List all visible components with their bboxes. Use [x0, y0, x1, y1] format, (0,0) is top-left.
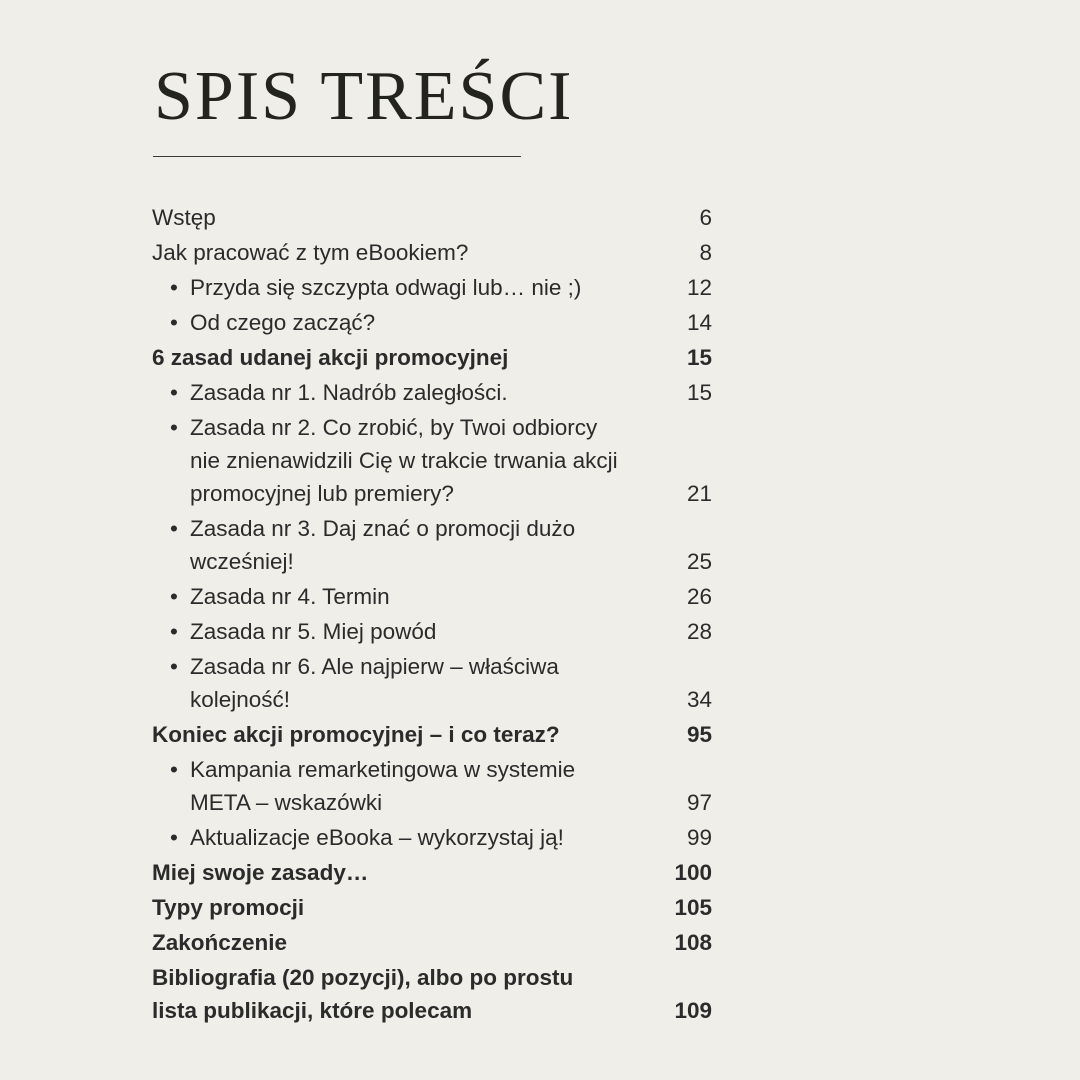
toc-entry[interactable] [152, 271, 712, 304]
toc-entry-label [152, 753, 630, 819]
toc-entry-label [152, 856, 368, 889]
page-title: SPIS TREŚCI [154, 58, 574, 135]
toc-entry-page-number: 12 [686, 275, 712, 300]
toc-entry-page-number: 8 [699, 240, 712, 265]
toc-entry[interactable] [152, 306, 712, 339]
toc-entry-label [152, 341, 508, 374]
toc-entry-label [152, 376, 508, 409]
toc-entry-text: Kampania remarketingowa w systemie META – wskazówki [190, 757, 576, 815]
toc-entry[interactable] [152, 891, 712, 924]
bullet-icon: • [170, 825, 178, 850]
toc-entry[interactable] [152, 926, 712, 959]
toc-entry-label [152, 411, 630, 510]
toc-entry-text: Zasada nr 3. Daj znać o promocji dużo wcześniej! [190, 516, 576, 574]
toc-entry-page-number: 95 [686, 722, 712, 747]
toc-entry-label [152, 821, 564, 854]
toc-entry-text: Aktualizacje eBooka – wykorzystaj ją! [190, 825, 564, 850]
toc-entry-page-number: 6 [699, 205, 712, 230]
toc-entry[interactable] [152, 821, 712, 854]
toc-entry[interactable] [152, 856, 712, 889]
toc-entry-label [152, 926, 287, 959]
toc-entry[interactable] [152, 376, 712, 409]
toc-entry-label [152, 201, 216, 234]
toc-entry-page-number: 21 [686, 481, 712, 506]
toc-list [152, 201, 712, 1027]
toc-entry-label [152, 718, 560, 751]
bullet-icon: • [170, 516, 178, 541]
toc-entry-page-number: 99 [686, 825, 712, 850]
toc-entry[interactable] [152, 650, 712, 716]
toc-entry-page-number: 108 [674, 930, 712, 955]
toc-entry-text: Wstęp [152, 205, 216, 230]
toc-entry-label [152, 580, 390, 613]
toc-entry[interactable] [152, 201, 712, 234]
toc-entry-text: Zasada nr 5. Miej powód [190, 619, 437, 644]
toc-entry-text: 6 zasad udanej akcji promocyjnej [152, 345, 509, 370]
toc-entry-text: Zasada nr 4. Termin [190, 584, 390, 609]
toc-entry-label [152, 650, 630, 716]
title-divider [153, 156, 521, 157]
toc-entry-label [152, 891, 304, 924]
toc-entry-text: Miej swoje zasady… [152, 860, 369, 885]
toc-entry-label [152, 512, 630, 578]
toc-entry-text: Typy promocji [152, 895, 305, 920]
toc-entry-page-number: 105 [674, 895, 712, 920]
toc-entry-label [152, 306, 375, 339]
toc-entry[interactable] [152, 580, 712, 613]
toc-entry[interactable] [152, 236, 712, 269]
toc-entry-text: Od czego zacząć? [190, 310, 376, 335]
toc-entry-text: Zakończenie [152, 930, 288, 955]
toc-entry-label [152, 615, 436, 648]
toc-entry-text: Koniec akcji promocyjnej – i co teraz? [152, 722, 560, 747]
toc-entry-text: Bibliografia (20 pozycji), albo po prostu lista publikacji, które polecam [152, 965, 574, 1023]
toc-entry-page-number: 14 [686, 310, 712, 335]
toc-entry-page-number: 28 [686, 619, 712, 644]
toc-entry-text: Zasada nr 6. Ale najpierw – właściwa kolejność! [190, 654, 559, 712]
bullet-icon: • [170, 380, 178, 405]
toc-entry[interactable] [152, 512, 712, 578]
toc-entry-text: Przyda się szczypta odwagi lub… nie ;) [190, 275, 582, 300]
bullet-icon: • [170, 275, 178, 300]
toc-entry-page-number: 34 [686, 687, 712, 712]
toc-entry-text: Zasada nr 2. Co zrobić, by Twoi odbiorcy nie znienawidzili Cię w trakcie trwania akcji promocyjnej lub premiery? [190, 415, 618, 506]
bullet-icon: • [170, 619, 178, 644]
toc-entry[interactable] [152, 718, 712, 751]
toc-entry-label [152, 271, 581, 304]
toc-entry-page-number: 100 [674, 860, 712, 885]
toc-entry-page-number: 26 [686, 584, 712, 609]
toc-entry[interactable] [152, 341, 712, 374]
toc-entry-page-number: 109 [674, 998, 712, 1023]
toc-entry-text: Zasada nr 1. Nadrób zaległości. [190, 380, 508, 405]
bullet-icon: • [170, 584, 178, 609]
bullet-icon: • [170, 310, 178, 335]
toc-entry-page-number: 97 [686, 790, 712, 815]
toc-entry[interactable] [152, 615, 712, 648]
toc-entry[interactable] [152, 961, 712, 1027]
toc-entry-label [152, 961, 592, 1027]
toc-entry[interactable] [152, 411, 712, 510]
toc-entry[interactable] [152, 753, 712, 819]
toc-entry-page-number: 25 [686, 549, 712, 574]
toc-entry-text: Jak pracować z tym eBookiem? [152, 240, 469, 265]
bullet-icon: • [170, 757, 178, 782]
bullet-icon: • [170, 654, 178, 679]
toc-entry-page-number: 15 [686, 380, 712, 405]
toc-entry-page-number: 15 [686, 345, 712, 370]
bullet-icon: • [170, 415, 178, 440]
toc-entry-label [152, 236, 468, 269]
